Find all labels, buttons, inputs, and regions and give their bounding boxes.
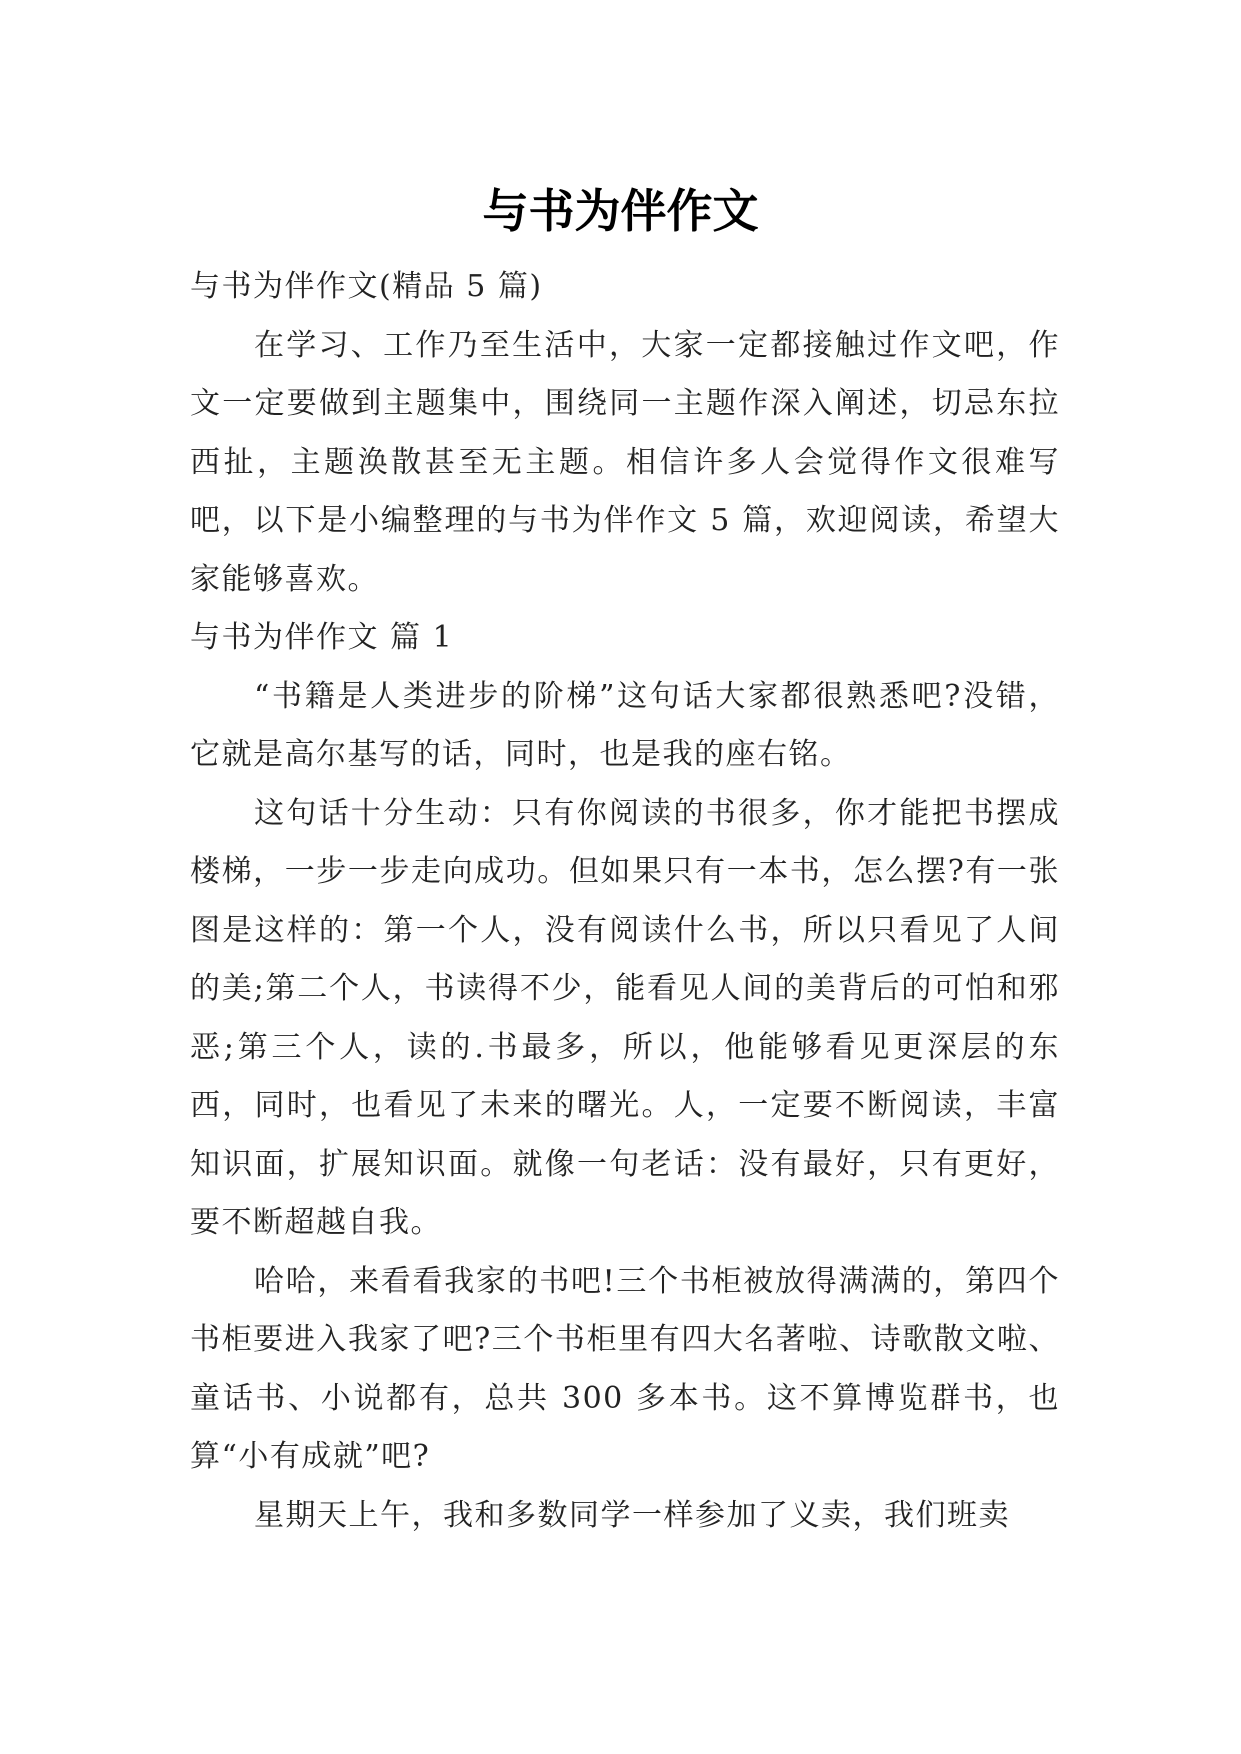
body-paragraph: 这句话十分生动：只有你阅读的书很多，你才能把书摆成楼梯，一步一步走向成功。但如果只有一本书，怎么摆?有一张图是这样的：第一个人，没有阅读什么书，所以只看见了人间的美;第二个人，书读得不少，能看见人间的美背后的可怕和邪恶;第三个人，读的.书最多，所以，他能够看见更深层的东西，同时，也看见了未来的曙光。人，一定要不断阅读，丰富知识面，扩展知识面。就像一句老话：没有最好，只有更好，要不断超越自我。 [190, 795, 1060, 1240]
intro-paragraph: 在学习、工作乃至生活中，大家一定都接触过作文吧，作文一定要做到主题集中，围绕同一主题作深入阐述，切忌东拉西扯，主题涣散甚至无主题。相信许多人会觉得作文很难写吧，以下是小编整理的与书为伴作文 5 篇，欢迎阅读，希望大家能够喜欢。 [190, 327, 1060, 597]
body-paragraph: 哈哈，来看看我家的书吧!三个书柜被放得满满的，第四个书柜要进入我家了吧?三个书柜里有四大名著啦、诗歌散文啦、童话书、小说都有，总共 300 多本书。这不算博览群书，也算“小有成就”吧? [190, 1263, 1060, 1474]
document-subtitle: 与书为伴作文(精品 5 篇) [190, 269, 543, 304]
body-paragraph: “书籍是人类进步的阶梯”这句话大家都很熟悉吧?没错，它就是高尔基写的话，同时，也是我的座右铭。 [190, 678, 1060, 772]
section-heading: 与书为伴作文 篇 1 [190, 620, 454, 655]
document-body [190, 258, 1060, 1545]
document-title: 与书为伴作文 [482, 183, 759, 238]
body-paragraph: 星期天上午，我和多数同学一样参加了义卖，我们班卖 [254, 1497, 1010, 1533]
